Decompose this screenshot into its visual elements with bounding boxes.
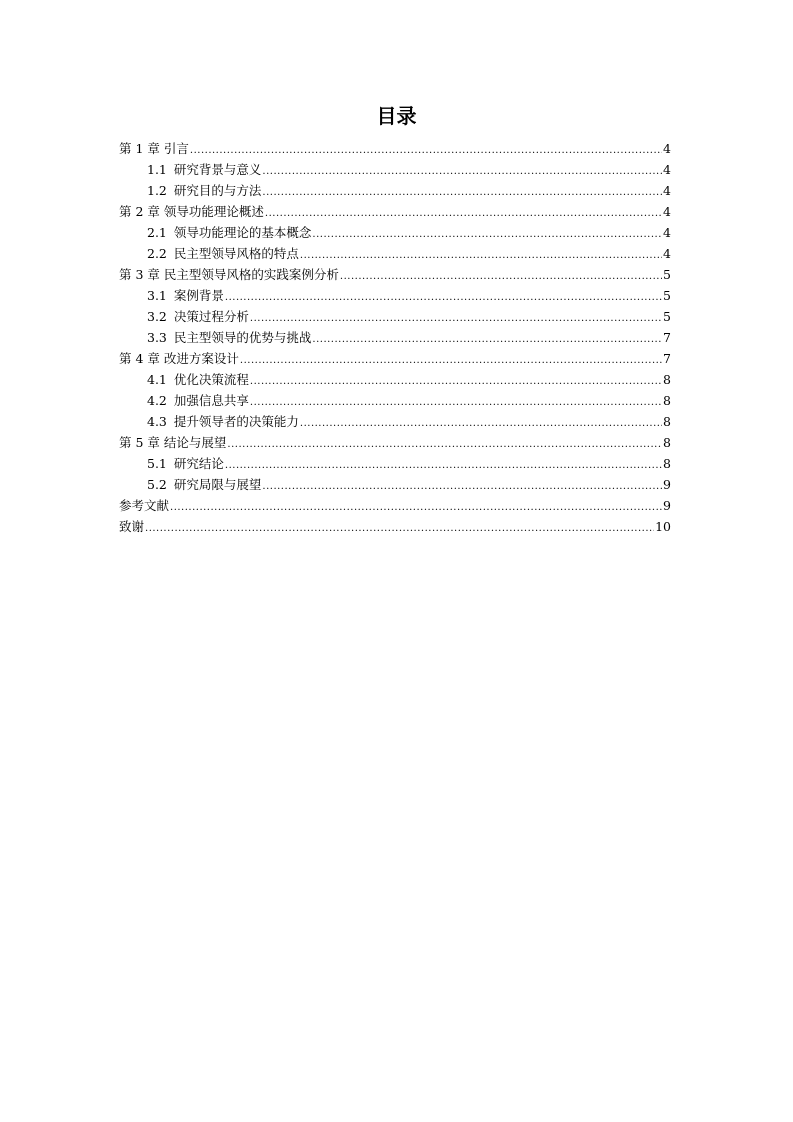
dot-leader: [227, 434, 662, 455]
toc-entry-page-number: 8: [663, 414, 671, 429]
dot-leader: [190, 140, 662, 161]
dot-leader: [240, 350, 662, 371]
toc-entry-section[interactable]: [119, 285, 671, 306]
toc-entry-page-number: 9: [663, 498, 671, 513]
toc-entry-label: 改进方案设计: [163, 351, 239, 366]
toc-entry-number: 3.2: [147, 309, 167, 324]
toc-title: 目录: [376, 104, 417, 128]
toc-entry-label: 引言: [163, 141, 189, 156]
toc-entry-section[interactable]: [119, 327, 671, 348]
toc-entry-number: 3.1: [147, 288, 167, 303]
dot-leader: [225, 455, 662, 476]
toc-entry-page-number: 9: [663, 477, 671, 492]
toc-entry-page-number: 8: [663, 456, 671, 471]
toc-entry-label: 民主型领导风格的特点: [173, 246, 299, 261]
toc-entry-label: 研究结论: [173, 456, 224, 471]
toc-entry-label: 民主型领导风格的实践案例分析: [163, 267, 339, 282]
dot-leader: [262, 161, 662, 182]
dot-leader: [300, 245, 662, 266]
toc-entry-label: 参考文献: [119, 498, 170, 513]
toc-entry-page-number: 4: [663, 204, 671, 219]
toc-entry-section[interactable]: [119, 180, 671, 201]
dot-leader: [300, 413, 662, 434]
toc-entry-page-number: 4: [663, 162, 671, 177]
toc-entry-number: 1.2: [147, 183, 167, 198]
toc-entry-section[interactable]: [119, 159, 671, 180]
toc-entry-number: 4.1: [147, 372, 167, 387]
dot-leader: [250, 308, 662, 329]
dot-leader: [145, 518, 654, 539]
toc-entry-page-number: 4: [663, 246, 671, 261]
dot-leader: [312, 329, 662, 350]
dot-leader: [225, 287, 662, 308]
dot-leader: [312, 224, 662, 245]
toc-entry-section[interactable]: [119, 411, 671, 432]
toc-entry-number: 第 5 章: [119, 435, 160, 450]
toc-entry-section[interactable]: [119, 222, 671, 243]
dot-leader: [170, 497, 662, 518]
toc-entry-section[interactable]: [119, 369, 671, 390]
toc-entry-section[interactable]: [119, 390, 671, 411]
toc-entry-number: 4.3: [147, 414, 167, 429]
toc-entry-section[interactable]: [119, 306, 671, 327]
dot-leader: [250, 371, 662, 392]
toc-entry-section[interactable]: [119, 453, 671, 474]
toc-entry-number: 2.2: [147, 246, 167, 261]
toc-entry-number: 5.2: [147, 477, 167, 492]
toc-entry-page-number: 5: [663, 267, 671, 282]
toc-entry-label: 致谢: [119, 519, 145, 534]
toc-entry-section[interactable]: [119, 474, 671, 495]
toc-entry-page-number: 8: [663, 393, 671, 408]
toc-entry-label: 提升领导者的决策能力: [173, 414, 299, 429]
toc-entry-chapter[interactable]: [119, 348, 671, 369]
toc-entry-number: 第 1 章: [119, 141, 160, 156]
toc-entry-chapter[interactable]: [119, 264, 671, 285]
toc-entry-label: 加强信息共享: [173, 393, 249, 408]
dot-leader: [262, 476, 662, 497]
toc-entry-page-number: 5: [663, 309, 671, 324]
toc-entry-number: 2.1: [147, 225, 167, 240]
dot-leader: [250, 392, 662, 413]
toc-entry-label: 领导功能理论的基本概念: [173, 225, 312, 240]
toc-entry-page-number: 4: [663, 141, 671, 156]
toc-entry-page-number: 4: [663, 183, 671, 198]
dot-leader: [265, 203, 662, 224]
toc-entry-label: 决策过程分析: [173, 309, 249, 324]
toc-entry-page-number: 5: [663, 288, 671, 303]
toc-entry-label: 民主型领导的优势与挑战: [173, 330, 312, 345]
toc-entry-chapter[interactable]: [119, 201, 671, 222]
toc-entry-number: 第 3 章: [119, 267, 160, 282]
toc-entry-label: 研究目的与方法: [173, 183, 262, 198]
toc-entry-chapter[interactable]: [119, 138, 671, 159]
toc-entry-page-number: 8: [663, 372, 671, 387]
toc-entry-label: 案例背景: [173, 288, 224, 303]
dot-leader: [340, 266, 662, 287]
toc-entry-label: 领导功能理论概述: [163, 204, 264, 219]
table-of-contents: [119, 138, 671, 537]
toc-entry-page-number: 7: [663, 330, 671, 345]
toc-entry-number: 3.3: [147, 330, 167, 345]
toc-entry-page-number: 8: [663, 435, 671, 450]
toc-entry-number: 4.2: [147, 393, 167, 408]
toc-entry-label: 优化决策流程: [173, 372, 249, 387]
toc-entry-number: 1.1: [147, 162, 167, 177]
toc-entry-section[interactable]: [119, 243, 671, 264]
toc-entry-chapter[interactable]: [119, 495, 671, 516]
toc-entry-chapter[interactable]: [119, 432, 671, 453]
toc-entry-number: 第 2 章: [119, 204, 160, 219]
toc-entry-number: 5.1: [147, 456, 167, 471]
toc-entry-label: 结论与展望: [163, 435, 227, 450]
dot-leader: [262, 182, 662, 203]
toc-entry-label: 研究背景与意义: [173, 162, 262, 177]
toc-entry-label: 研究局限与展望: [173, 477, 262, 492]
toc-entry-page-number: 10: [655, 519, 671, 534]
toc-entry-chapter[interactable]: [119, 516, 671, 537]
toc-entry-page-number: 7: [663, 351, 671, 366]
toc-entry-number: 第 4 章: [119, 351, 160, 366]
toc-entry-page-number: 4: [663, 225, 671, 240]
